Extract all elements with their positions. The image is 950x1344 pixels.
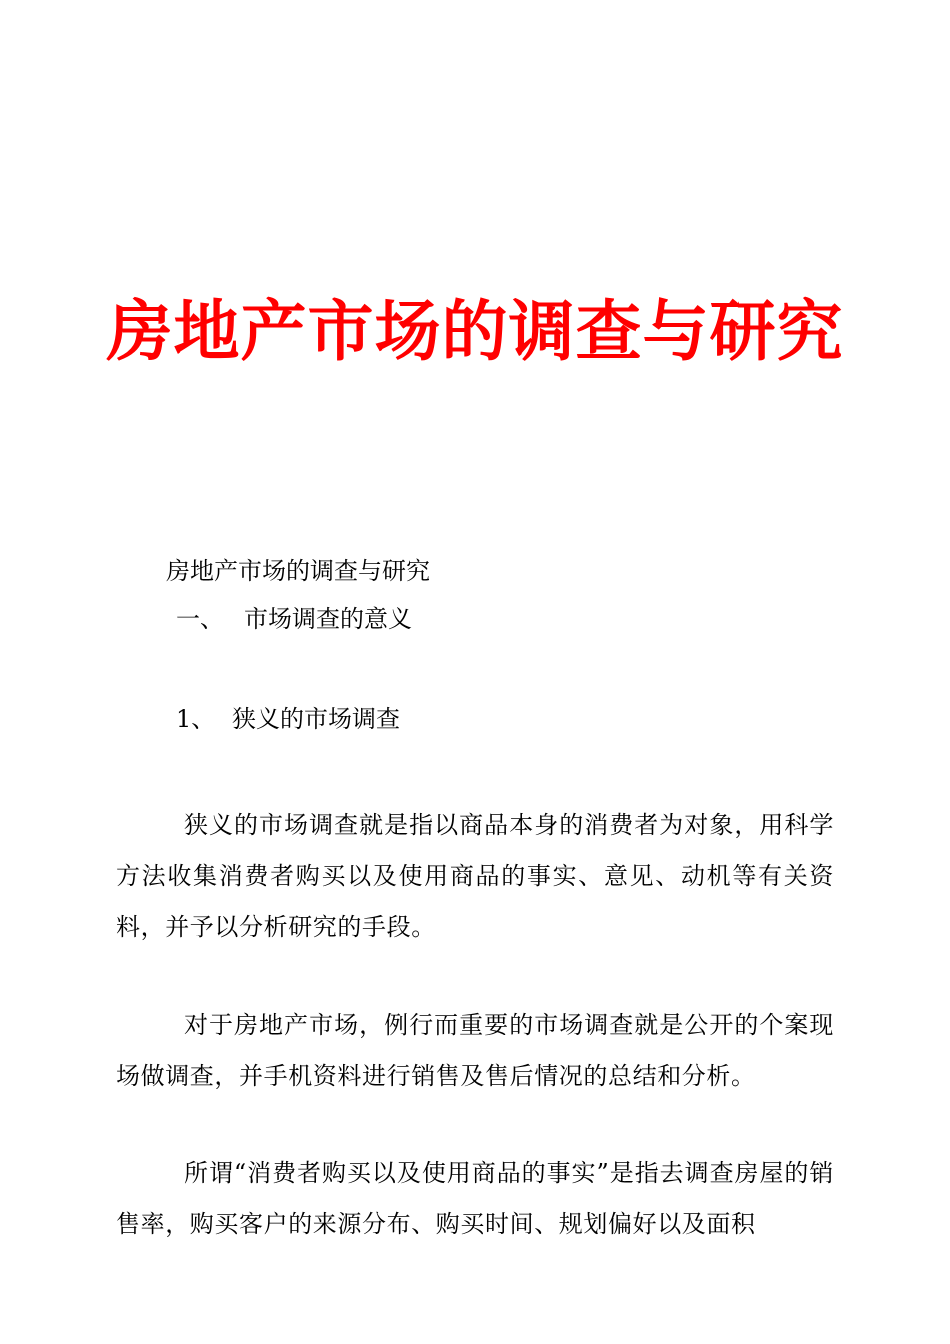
section-number: 一、 bbox=[176, 605, 224, 633]
subsection-number: 1、 bbox=[176, 705, 216, 733]
subsection-heading bbox=[176, 702, 400, 736]
body-paragraph: 对于房地产市场，例行而重要的市场调查就是公开的个案现场做调查，并手机资料进行销售及售后情况的总结和分析。 bbox=[116, 1011, 834, 1090]
body-paragraph: 狭义的市场调查就是指以商品本身的消费者为对象，用科学方法收集消费者购买以及使用商品的事实、意见、动机等有关资料，并予以分析研究的手段。 bbox=[116, 811, 834, 941]
section-heading-text: 市场调查的意义 bbox=[244, 605, 412, 633]
document-title: 房地产市场的调查与研究 bbox=[106, 293, 844, 370]
document-subtitle: 房地产市场的调查与研究 bbox=[166, 557, 430, 585]
body-paragraph: 所谓“消费者购买以及使用商品的事实”是指去调查房屋的销售率，购买客户的来源分布、购买时间、规划偏好以及面积 bbox=[116, 1159, 834, 1238]
section-heading bbox=[176, 602, 412, 636]
subsection-heading-text: 狭义的市场调查 bbox=[232, 705, 400, 733]
